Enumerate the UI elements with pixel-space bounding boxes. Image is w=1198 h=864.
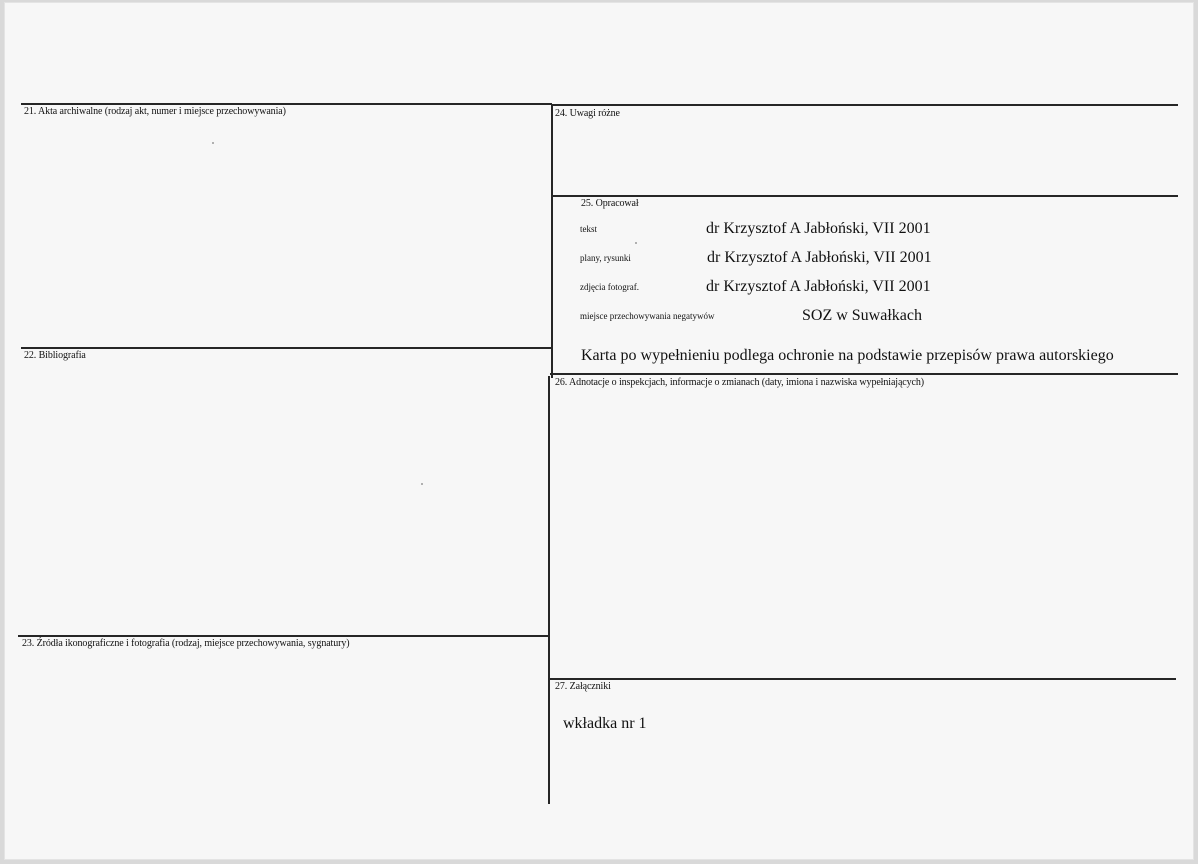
- divider-26-27: [549, 678, 1176, 680]
- row-label-plans: plany, rysunki: [580, 253, 631, 263]
- row-value-text: dr Krzysztof A Jabłoński, VII 2001: [706, 220, 931, 237]
- divider-25-26: [550, 373, 1178, 375]
- section-23-label: 23. Źródła ikonograficzne i fotografia (rodzaj, miejsce przechowywania, sygnatury): [22, 638, 350, 649]
- row-value-photos: dr Krzysztof A Jabłoński, VII 2001: [706, 278, 931, 295]
- divider-21-22: [21, 347, 551, 349]
- section-22-label: 22. Bibliografia: [24, 350, 86, 361]
- paper-speck: [421, 483, 423, 485]
- section-24-label: 24. Uwagi różne: [555, 108, 620, 119]
- row-label-negatives: miejsce przechowywania negatywów: [580, 311, 715, 321]
- section-27-label: 27. Załączniki: [555, 681, 611, 692]
- divider-22-23: [18, 635, 550, 637]
- attachment-value: wkładka nr 1: [563, 715, 647, 732]
- paper-speck: [212, 142, 214, 144]
- section-26-label: 26. Adnotacje o inspekcjach, informacje o zmianach (daty, imiona i nazwiska wypełniających): [555, 377, 925, 388]
- row-value-plans: dr Krzysztof A Jabłoński, VII 2001: [707, 249, 932, 266]
- section-25-label: 25. Opracował: [581, 198, 639, 209]
- divider-vertical-bottom: [548, 376, 550, 804]
- form-sheet: [4, 2, 1194, 860]
- divider-top-right: [552, 104, 1178, 106]
- copyright-notice: Karta po wypełnieniu podlega ochronie na podstawie przepisów prawa autorskiego: [581, 347, 1114, 364]
- divider-top-left: [21, 103, 552, 105]
- row-label-text: tekst: [580, 224, 597, 234]
- row-value-negatives: SOZ w Suwałkach: [802, 307, 922, 324]
- divider-24-25: [552, 195, 1178, 197]
- section-21-label: 21. Akta archiwalne (rodzaj akt, numer i miejsce przechowywania): [24, 106, 286, 117]
- divider-vertical-top: [551, 104, 553, 378]
- row-label-photos: zdjęcia fotograf.: [580, 282, 639, 292]
- paper-speck: [635, 242, 637, 244]
